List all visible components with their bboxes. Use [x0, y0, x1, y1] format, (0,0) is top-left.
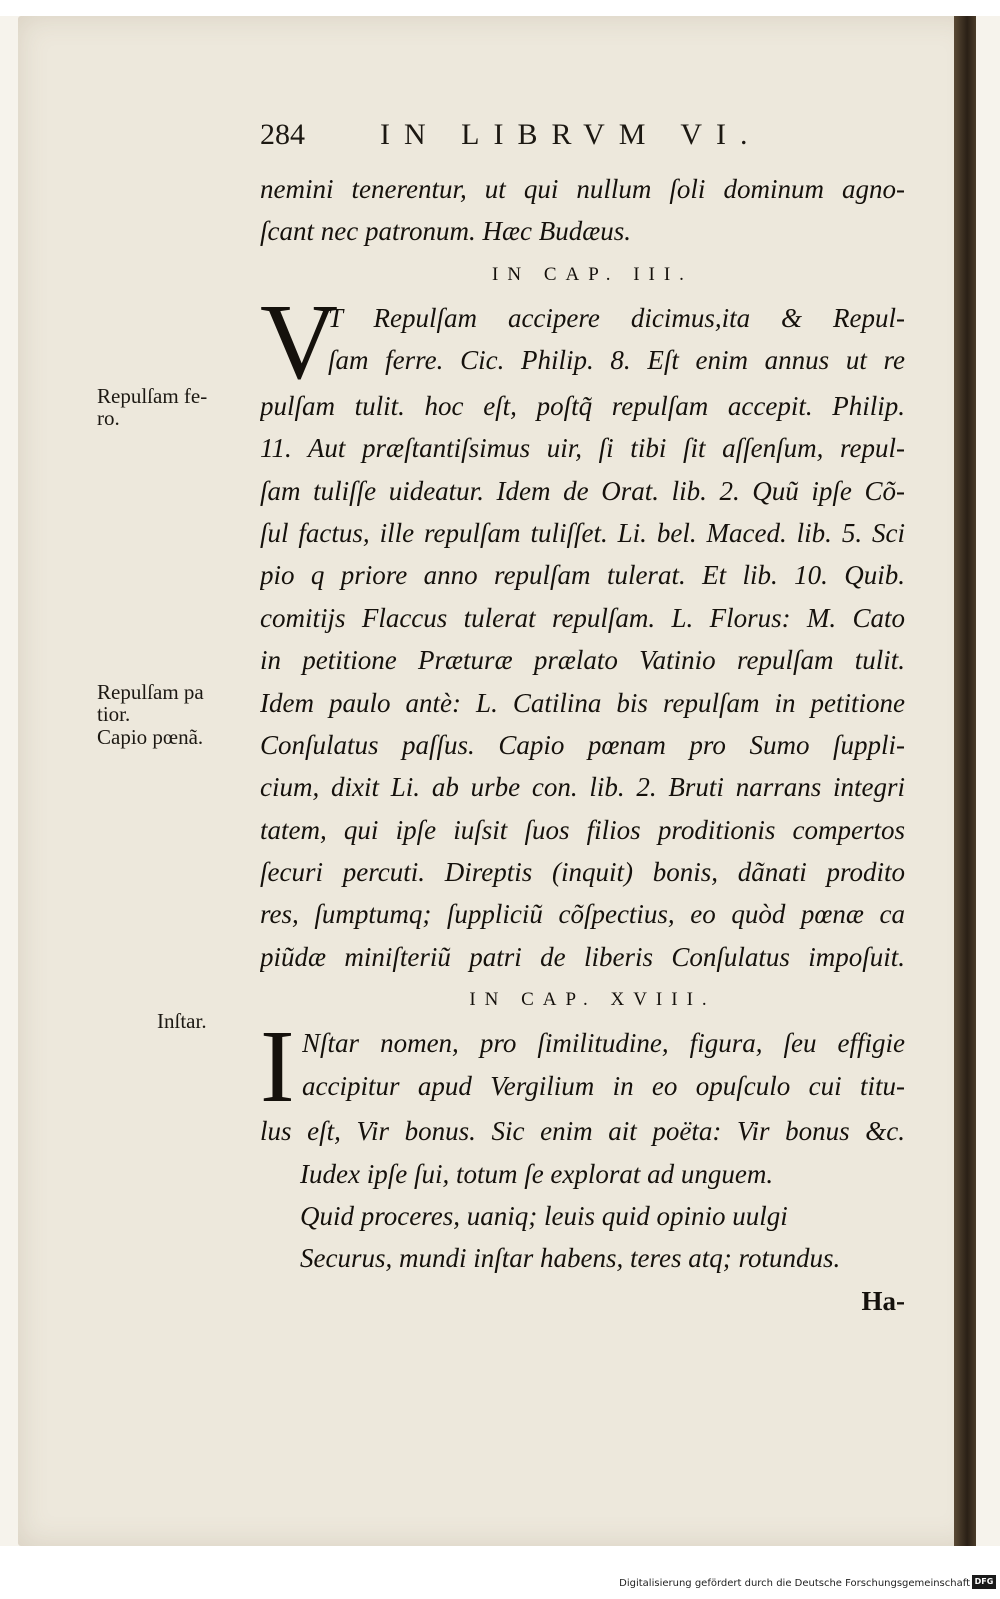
dfg-logo: DFG [972, 1575, 996, 1589]
text-line: ſcant nec patronum. Hæc Budæus. [260, 216, 631, 247]
verse-line: Quid proceres, uaniq; leuis quid opinio uulgi [300, 1201, 788, 1232]
text-line: nemini tenerentur, ut qui nullum ſoli dominum agno- [260, 174, 905, 204]
book-spine-edge [954, 16, 976, 1546]
text-line: pulſam tulit. hoc eſt, poſtq̃ repulſam accepit. Philip. [260, 390, 905, 421]
text-line: ſecuri percuti. Direptis (inquit) bonis, dãnati prodito [260, 857, 905, 888]
drop-capital: I [260, 1022, 295, 1111]
dropcap-paragraph [260, 297, 905, 385]
text-line: lus eſt, Vir bonus. Sic enim ait poëta: Vir bonus &c. [260, 1116, 905, 1147]
text-line: tatem, qui ipſe iuſsit ſuos filios proditionis compertos [260, 814, 905, 845]
text-line: res, ſumptumq; ſuppliciũ cõſpectius, eo quòd pœnæ ca [260, 899, 905, 930]
scan-border [0, 0, 1000, 16]
dropcap-paragraph [260, 1022, 905, 1110]
running-head [260, 118, 900, 158]
page-number: 284 [260, 118, 305, 151]
drop-capital: V [260, 296, 338, 385]
text-line: Nſtar nomen, pro ſimilitudine, figura, ſeu effigie [302, 1028, 905, 1059]
text-line: comitijs Flaccus tulerat repulſam. L. Florus: M. Cato [260, 602, 905, 633]
text-line: Idem paulo antè: L. Catilina bis repulſam in petitione [260, 687, 905, 718]
footer-credit: Digitalisierung gefördert durch die Deutsche Forschungsgemeinschaft [619, 1578, 970, 1589]
text-line: 11. Aut præſtantiſsimus uir, ſi tibi ſit aſſenſum, repul- [260, 433, 905, 464]
text-line: ſul factus, ille repulſam tuliſſet. Li. bel. Maced. lib. 5. Sci [260, 517, 905, 548]
margin-note-capio-poenam: Capio pœnã. [97, 725, 204, 749]
text-line: accipitur apud Vergilium in eo opuſculo cui titu- [302, 1070, 905, 1101]
text-line: cium, dixit Li. ab urbe con. lib. 2. Bruti narrans integri [260, 772, 905, 803]
footer-bar [0, 1546, 1000, 1599]
verse-line: Iudex ipſe ſui, totum ſe explorat ad unguem. [300, 1158, 774, 1189]
text-line: T Repulſam accipere dicimus,ita & Repul- [328, 302, 905, 333]
text-line: piũdæ miniſteriũ patri de liberis Conſulatus impoſuit. [260, 941, 905, 972]
text-line: pio q priore anno repulſam tulerat. Et lib. 10. Quib. [260, 560, 905, 591]
verse-line: Securus, mundi inſtar habens, teres atq; rotundus. [300, 1243, 841, 1274]
margin-note-repulsam-fero: Repulſam fe- ro. [97, 384, 208, 430]
text-line: ſam tuliſſe uideatur. Idem de Orat. lib. 2. Quũ ipſe Cõ- [260, 475, 905, 506]
main-text-column [260, 168, 905, 1322]
chapter-heading: IN CAP. XVIII. [469, 989, 716, 1011]
text-line: in petitione Præturæ prælato Vatinio repulſam tulit. [260, 645, 905, 676]
running-title: IN LIBRVM VI. [380, 118, 762, 151]
catchword: Ha- [861, 1285, 905, 1316]
text-line: Conſulatus paſſus. Capio pœnam pro Sumo ſuppli- [260, 729, 905, 760]
margin-note-repulsam-patior: Repulſam pa tior. [97, 680, 204, 726]
margin-note-instar: Inſtar. [157, 1009, 207, 1033]
text-line: ſam ferre. Cic. Philip. 8. Eſt enim annus ut re [328, 345, 905, 376]
chapter-heading: IN CAP. III. [492, 263, 693, 285]
